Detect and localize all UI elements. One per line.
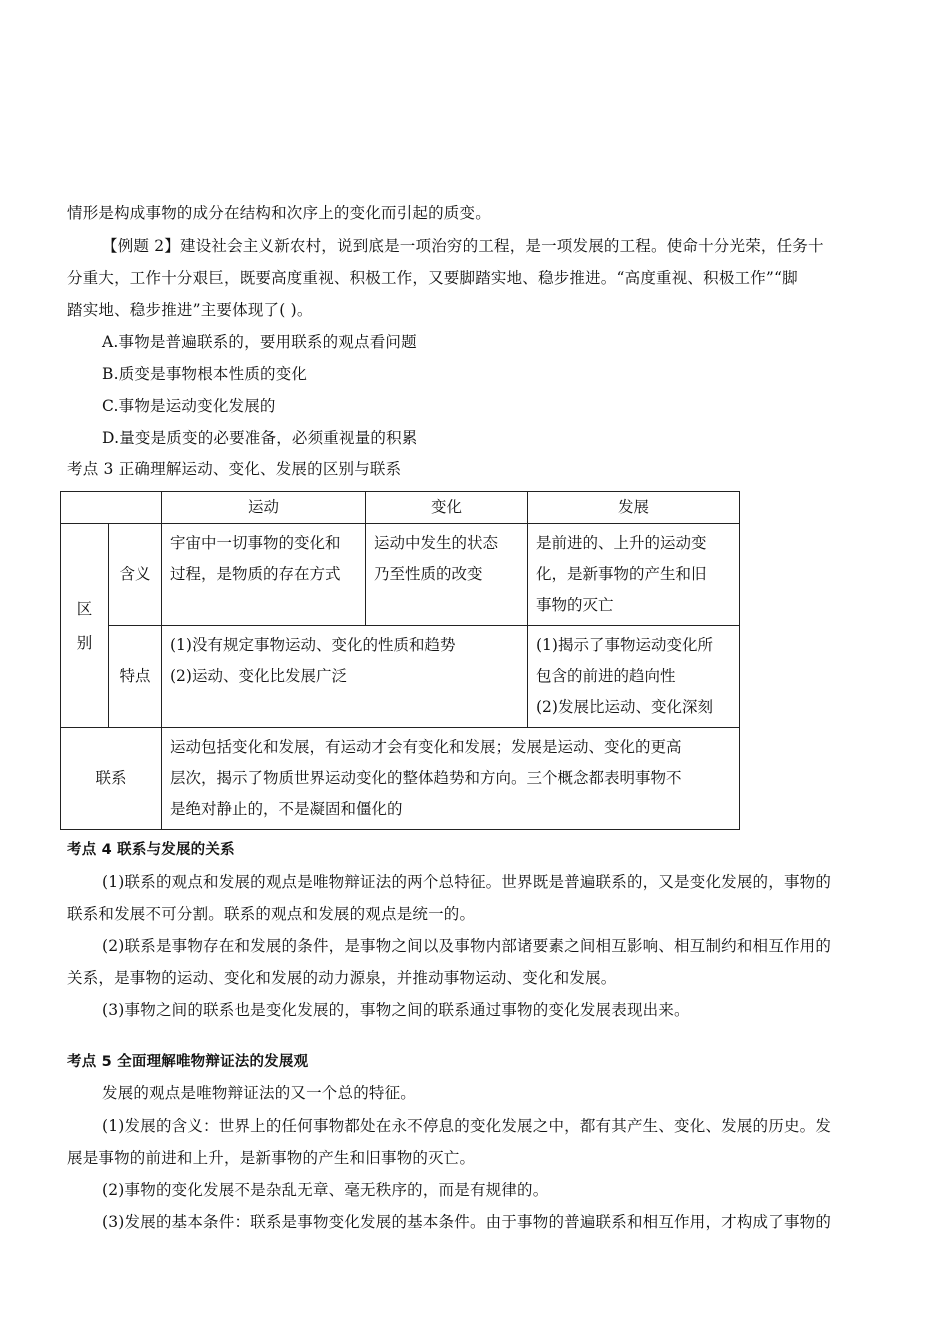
comparison-table <box>60 491 740 830</box>
option-b: B.质变是事物根本性质的变化 <box>102 365 308 383</box>
kaodian4-line3: (2)联系是事物存在和发展的条件，是事物之间以及事物内部诸要素之间相互影响、相互制约和相互作用的 <box>102 937 832 955</box>
option-a: A.事物是普遍联系的，要用联系的观点看问题 <box>102 333 417 351</box>
kaodian5-line1: 发展的观点是唯物辩证法的又一个总的特征。 <box>102 1084 417 1102</box>
option-d: D.量变是质变的必要准备，必须重视量的积累 <box>102 429 418 447</box>
header-bianhua: 变化 <box>366 492 528 524</box>
header-fazhan: 发展 <box>528 492 740 524</box>
option-c: C.事物是运动变化发展的 <box>102 397 276 415</box>
table-header-row <box>61 492 740 524</box>
kaodian5-line4: (2)事物的变化发展不是杂乱无章、毫无秩序的，而是有规律的。 <box>102 1181 549 1199</box>
table-row-hanyi <box>61 524 740 626</box>
hanyi-fazhan: 是前进的、上升的运动变 化，是新事物的产生和旧 事物的灭亡 <box>528 524 740 626</box>
intro-line: 情形是构成事物的成分在结构和次序上的变化而引起的质变。 <box>67 204 491 222</box>
kaodian5-line3: 展是事物的前进和上升，是新事物的产生和旧事物的灭亡。 <box>67 1149 476 1167</box>
kaodian4-line5: (3)事物之间的联系也是变化发展的，事物之间的联系通过事物的变化发展表现出来。 <box>102 1001 690 1019</box>
hanyi-bianhua: 运动中发生的状态 乃至性质的改变 <box>366 524 528 626</box>
table-row-lianxi <box>61 728 740 830</box>
lianxi-content: 运动包括变化和发展，有运动才会有变化和发展；发展是运动、变化的更高 层次，揭示了物质世界运动变化的整体趋势和方向。三个概念都表明事物不 是绝对静止的，不是凝固和僵化的 <box>162 728 740 830</box>
hanyi-yundong: 宇宙中一切事物的变化和 过程，是物质的存在方式 <box>162 524 366 626</box>
hanyi-label: 含义 <box>109 524 162 626</box>
kaodian4-line1: (1)联系的观点和发展的观点是唯物辩证法的两个总特征。世界既是普遍联系的，又是变化发展的，事物的 <box>102 873 832 891</box>
kaodian4-title: 考点 4 联系与发展的关系 <box>67 842 235 858</box>
kaodian5-line2: (1)发展的含义：世界上的任何事物都处在永不停息的变化发展之中，都有其产生、变化、发展的历史。发 <box>102 1117 832 1135</box>
kaodian4-line2: 联系和发展不可分割。联系的观点和发展的观点是统一的。 <box>67 905 476 923</box>
kaodian3-title: 考点 3 正确理解运动、变化、发展的区别与联系 <box>67 460 402 478</box>
example2-line3: 踏实地、稳步推进”主要体现了( )。 <box>67 301 313 319</box>
kaodian5-title: 考点 5 全面理解唯物辩证法的发展观 <box>67 1054 309 1070</box>
lianxi-label: 联系 <box>61 728 162 830</box>
example2-line2: 分重大，工作十分艰巨，既要高度重视、积极工作，又要脚踏实地、稳步推进。“高度重视、积极工作”“脚 <box>67 269 798 287</box>
tedian-fazhan: (1)揭示了事物运动变化所 包含的前进的趋向性 (2)发展比运动、变化深刻 <box>528 626 740 728</box>
tedian-yundong-bianhua: (1)没有规定事物运动、变化的性质和趋势 (2)运动、变化比发展广泛 <box>162 626 528 728</box>
table-row-tedian <box>61 626 740 728</box>
qubie-label: 区 别 <box>61 524 109 728</box>
tedian-label: 特点 <box>109 626 162 728</box>
corner-cell <box>61 492 162 524</box>
kaodian5-line5: (3)发展的基本条件：联系是事物变化发展的基本条件。由于事物的普遍联系和相互作用，才构成了事物的 <box>102 1213 832 1231</box>
kaodian4-line4: 关系，是事物的运动、变化和发展的动力源泉，并推动事物运动、变化和发展。 <box>67 969 617 987</box>
example2-line1: 【例题 2】建设社会主义新农村，说到底是一项治穷的工程，是一项发展的工程。使命十分光荣，任务十 <box>102 237 824 255</box>
header-yundong: 运动 <box>162 492 366 524</box>
